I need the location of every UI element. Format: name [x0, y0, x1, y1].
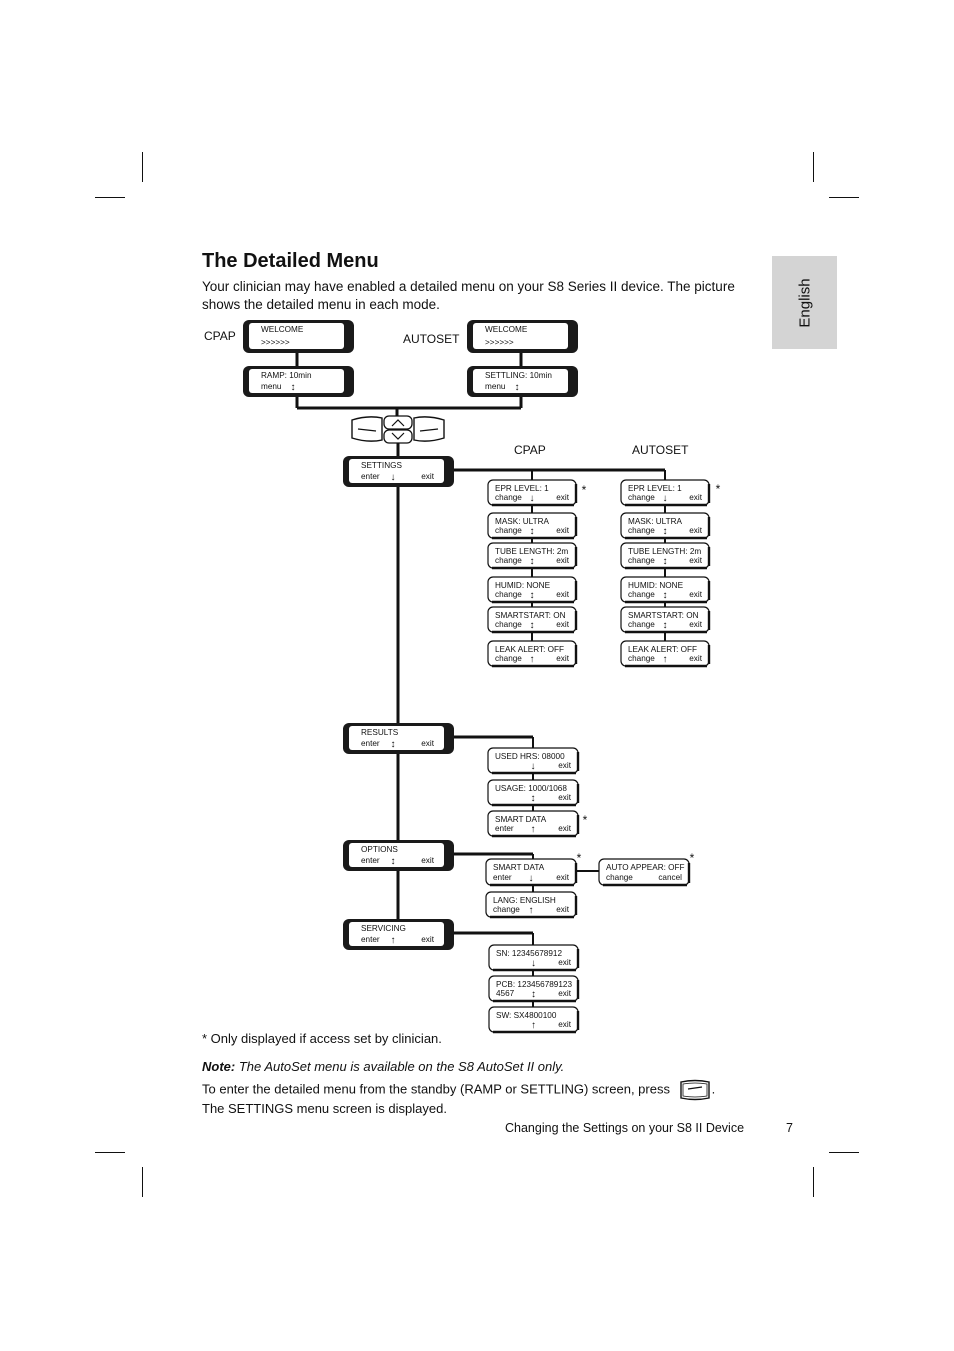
note-label: Note:: [202, 1059, 236, 1074]
smart-data-asterisk: *: [582, 813, 588, 827]
autoset-settling-screen-line1: SETTLING: 10min: [485, 371, 552, 380]
main-menu-options-arrow: ↕: [390, 856, 396, 867]
main-menu-servicing-arrow: ↑: [390, 935, 396, 946]
autoset-setting-2-line1: TUBE LENGTH: 2m: [628, 547, 702, 556]
autoset-setting-4-line2: change: [628, 620, 655, 629]
results-item-2-arrow: ↑: [530, 824, 536, 835]
servicing-item-0-right: exit: [558, 958, 571, 967]
cpap-mode-label: CPAP: [204, 329, 236, 343]
cpap-setting-0-line1: EPR LEVEL: 1: [495, 484, 549, 493]
cpap-ramp-screen-arrow: ↕: [290, 382, 296, 393]
auto-appear-screen-line2: change: [606, 873, 633, 882]
autoset-setting-3-arrow: ↕: [662, 590, 668, 601]
main-menu-results-arrow: ↕: [390, 739, 396, 750]
autoset-setting-1-line2: change: [628, 526, 655, 535]
servicing-item-0-line1: SN: 12345678912: [496, 949, 563, 958]
results-item-0-line1: USED HRS: 08000: [495, 752, 565, 761]
auto-appear-asterisk: *: [689, 851, 695, 865]
instruction-text: To enter the detailed menu from the standby (RAMP or SETTLING) screen, press: [202, 1081, 670, 1097]
autoset-epr-asterisk: *: [715, 482, 721, 496]
cpap-setting-2-line1: TUBE LENGTH: 2m: [495, 547, 569, 556]
down-key-icon: [384, 430, 412, 443]
results-item-1-line1: USAGE: 1000/1068: [495, 784, 567, 793]
servicing-item-1-line1: PCB: 123456789123: [496, 980, 573, 989]
autoset-welcome-screen-line1: WELCOME: [485, 325, 528, 334]
cpap-welcome-screen-line1: WELCOME: [261, 325, 304, 334]
cpap-setting-4-arrow: ↕: [529, 620, 535, 631]
options-item-1-line1: LANG: ENGLISH: [493, 896, 556, 905]
cpap-setting-0-arrow: ↓: [529, 493, 535, 504]
cpap-epr-asterisk: *: [581, 483, 587, 497]
options-item-1-right: exit: [556, 905, 569, 914]
cpap-setting-4-line1: SMARTSTART: ON: [495, 611, 566, 620]
cpap-ramp-screen-line2: menu: [261, 382, 282, 391]
cpap-column-label: CPAP: [514, 443, 546, 457]
options-smart-asterisk: *: [576, 851, 582, 865]
right-key-icon: [414, 417, 444, 441]
autoset-setting-0-right: exit: [689, 493, 702, 502]
cpap-setting-4-right: exit: [556, 620, 569, 629]
intro-paragraph: Your clinician may have enabled a detailed menu on your S8 Series II device. The picture shows the detailed menu in each mode.: [202, 279, 735, 312]
results-item-2-line1: SMART DATA: [495, 815, 547, 824]
footnote: * Only displayed if access set by clinician.: [202, 1031, 442, 1046]
instruction-result: The SETTINGS menu screen is displayed.: [202, 1101, 447, 1116]
main-menu-servicing-line1: SERVICING: [361, 924, 406, 933]
servicing-item-2-right: exit: [558, 1020, 571, 1029]
main-menu-results-right: exit: [421, 739, 434, 748]
main-menu-settings-line1: SETTINGS: [361, 461, 402, 470]
main-menu-settings-line2: enter: [361, 472, 380, 481]
servicing-item-1-arrow: ↕: [531, 989, 536, 1000]
page-title: The Detailed Menu: [202, 250, 379, 272]
autoset-setting-1-right: exit: [689, 526, 702, 535]
autoset-settling-screen-line2: menu: [485, 382, 506, 391]
cpap-setting-2-arrow: ↕: [529, 556, 535, 567]
autoset-setting-2-arrow: ↕: [662, 556, 668, 567]
results-item-0-right: exit: [558, 761, 571, 770]
autoset-setting-2-line2: change: [628, 556, 655, 565]
options-item-0-right: exit: [556, 873, 569, 882]
servicing-item-1-right: exit: [558, 989, 571, 998]
autoset-setting-2-right: exit: [689, 556, 702, 565]
auto-appear-screen-line1: AUTO APPEAR: OFF: [606, 863, 685, 872]
autoset-settling-screen-arrow: ↕: [514, 382, 520, 393]
autoset-setting-4-right: exit: [689, 620, 702, 629]
cpap-setting-2-line2: change: [495, 556, 522, 565]
cpap-setting-3-line1: HUMID: NONE: [495, 581, 551, 590]
autoset-setting-5-right: exit: [689, 654, 702, 663]
instruction: [202, 1078, 715, 1102]
cpap-setting-1-line2: change: [495, 526, 522, 535]
autoset-mode-label: AUTOSET: [403, 332, 460, 346]
autoset-setting-0-line2: change: [628, 493, 655, 502]
autoset-setting-4-arrow: ↕: [662, 620, 668, 631]
results-item-1-arrow: ↕: [530, 793, 536, 804]
results-item-2-line2: enter: [495, 824, 514, 833]
cpap-setting-5-right: exit: [556, 654, 569, 663]
options-item-0-line2: enter: [493, 873, 512, 882]
main-menu-settings-right: exit: [421, 472, 434, 481]
note-text: The AutoSet menu is available on the S8 AutoSet II only.: [235, 1059, 565, 1074]
cpap-welcome-screen-line2: >>>>>>: [261, 338, 290, 347]
left-key-icon: [678, 1078, 712, 1102]
autoset-setting-5-arrow: ↑: [662, 654, 668, 665]
autoset-setting-1-arrow: ↕: [662, 526, 668, 537]
page-number: 7: [786, 1121, 793, 1135]
language-tab-label: English: [796, 277, 813, 328]
main-menu-options-line1: OPTIONS: [361, 845, 398, 854]
auto-appear-screen-right: cancel: [658, 873, 682, 882]
options-item-1-arrow: ↑: [528, 905, 534, 916]
servicing-item-1-line2: 4567: [496, 989, 515, 998]
autoset-setting-5-line2: change: [628, 654, 655, 663]
cpap-setting-3-line2: change: [495, 590, 522, 599]
main-menu-results-line2: enter: [361, 739, 380, 748]
autoset-column-label: AUTOSET: [632, 443, 689, 457]
cpap-setting-5-line2: change: [495, 654, 522, 663]
instruction-end: .: [711, 1081, 716, 1097]
note: [202, 1059, 564, 1074]
servicing-item-0-arrow: ↓: [531, 958, 536, 969]
options-item-0-line1: SMART DATA: [493, 863, 545, 872]
autoset-setting-3-line2: change: [628, 590, 655, 599]
results-item-2-right: exit: [558, 824, 571, 833]
autoset-welcome-screen-line2: >>>>>>: [485, 338, 514, 347]
options-item-0-arrow: ↓: [528, 873, 534, 884]
cpap-setting-1-line1: MASK: ULTRA: [495, 517, 549, 526]
autoset-setting-3-line1: HUMID: NONE: [628, 581, 684, 590]
autoset-setting-0-arrow: ↓: [662, 493, 668, 504]
cpap-setting-5-line1: LEAK ALERT: OFF: [495, 645, 565, 654]
servicing-item-2-arrow: ↑: [531, 1020, 536, 1031]
results-item-1-right: exit: [558, 793, 571, 802]
cpap-setting-0-right: exit: [556, 493, 569, 502]
cpap-setting-5-arrow: ↑: [529, 654, 535, 665]
main-menu-servicing-line2: enter: [361, 935, 380, 944]
cpap-setting-1-arrow: ↕: [529, 526, 535, 537]
servicing-item-2-line1: SW: SX4800100: [496, 1011, 557, 1020]
cpap-setting-2-right: exit: [556, 556, 569, 565]
autoset-setting-3-right: exit: [689, 590, 702, 599]
cpap-ramp-screen-line1: RAMP: 10min: [261, 371, 312, 380]
cpap-setting-3-right: exit: [556, 590, 569, 599]
main-menu-results-line1: RESULTS: [361, 728, 399, 737]
autoset-setting-0-line1: EPR LEVEL: 1: [628, 484, 682, 493]
up-key-icon: [384, 416, 412, 429]
autoset-setting-4-line1: SMARTSTART: ON: [628, 611, 699, 620]
results-item-0-arrow: ↓: [530, 761, 536, 772]
main-menu-options-line2: enter: [361, 856, 380, 865]
footer-chapter: Changing the Settings on your S8 II Device: [505, 1121, 745, 1135]
cpap-setting-1-right: exit: [556, 526, 569, 535]
options-item-1-line2: change: [493, 905, 520, 914]
main-menu-options-right: exit: [421, 856, 434, 865]
cpap-setting-4-line2: change: [495, 620, 522, 629]
left-key-icon: [352, 417, 382, 441]
cpap-setting-0-line2: change: [495, 493, 522, 502]
cpap-setting-3-arrow: ↕: [529, 590, 535, 601]
main-menu-settings-arrow: ↓: [390, 472, 396, 483]
autoset-setting-5-line1: LEAK ALERT: OFF: [628, 645, 698, 654]
main-menu-servicing-right: exit: [421, 935, 434, 944]
autoset-setting-1-line1: MASK: ULTRA: [628, 517, 682, 526]
